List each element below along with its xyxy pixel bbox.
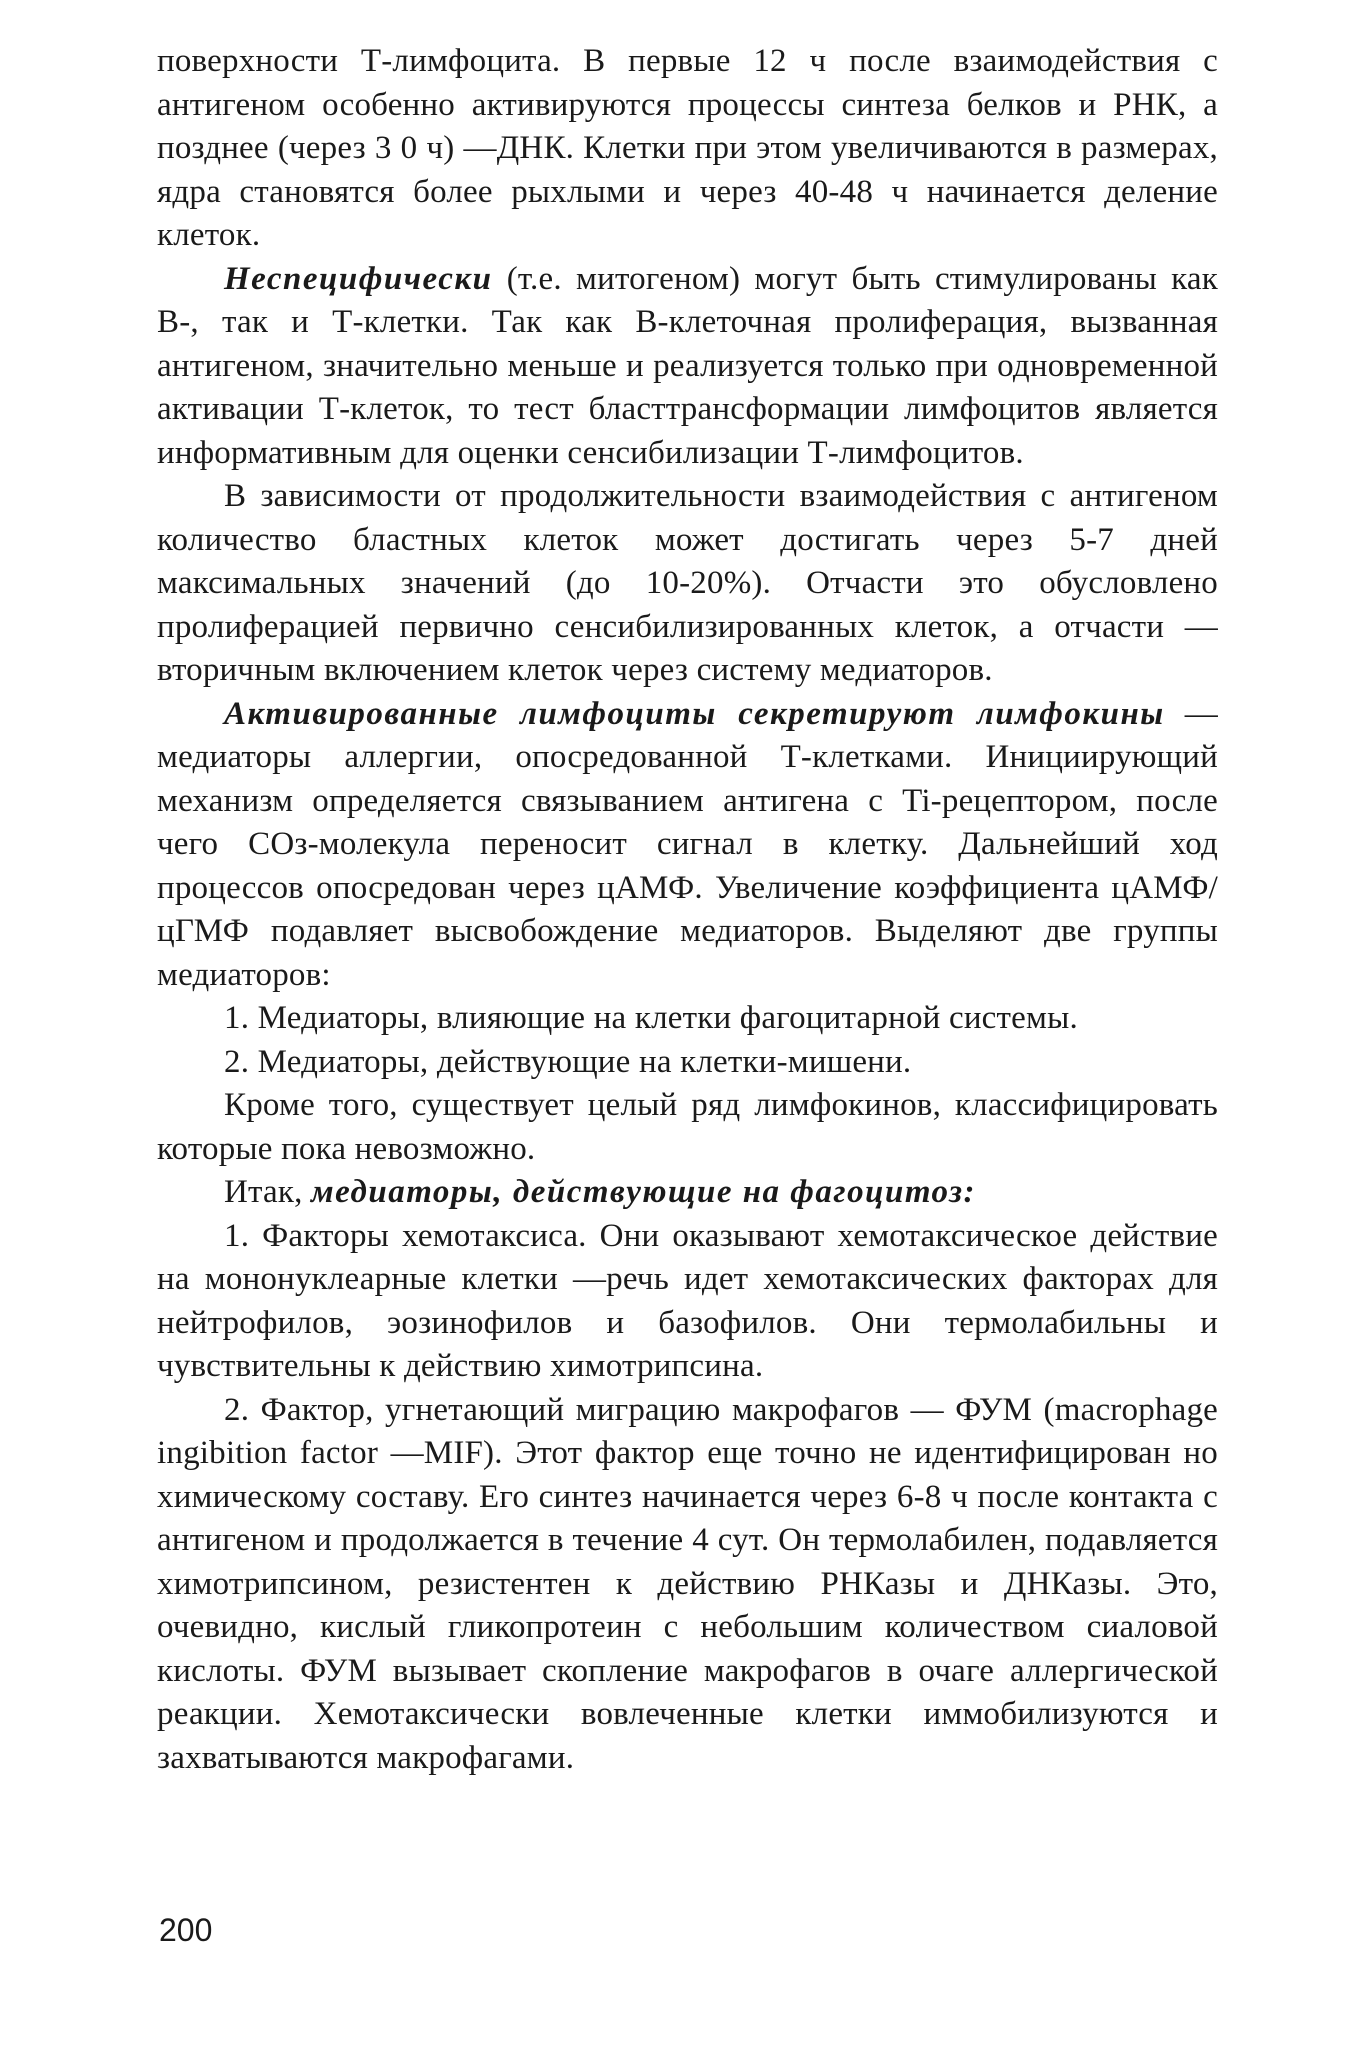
section-heading <box>157 1171 1218 1215</box>
paragraph-4 <box>157 693 1218 998</box>
paragraph-7 <box>157 1389 1218 1781</box>
list-item-1 <box>157 997 1218 1041</box>
paragraph-3 <box>157 475 1218 693</box>
paragraph-1-text: поверхности Т-лимфоцита. В первые 12 ч после взаимодействия с антигеном особенно активируются процессы синтеза белков и РНК, а позднее (через 3 0 ч) —ДНК. Клетки при этом увеличиваются в размерах, ядра становятся более рыхлыми и через 40-48 ч начинается деление клеток. <box>157 43 1218 253</box>
paragraph-3-text: В зависимости от продолжительности взаимодействия с антигеном количество бластных клеток может достигать через 5-7 дней максимальных значений (до 10-20%). Отчасти это обусловлено пролиферацией первично сенсибилизированных клеток, а отчасти —вторичным включением клеток через систему медиаторов. <box>157 478 1218 688</box>
page-number: 200 <box>159 1912 213 1948</box>
list-item-2 <box>157 1041 1218 1085</box>
paragraph-2-lead: Неспецифически <box>224 260 493 297</box>
page-body <box>157 40 1218 1780</box>
paragraph-5 <box>157 1084 1218 1171</box>
section-heading-prefix: Итак, <box>224 1174 312 1210</box>
paragraph-4-text: —медиаторы аллергии, опосредованной Т-клетками. Инициирующий механизм определяется связыванием антигена с Ti-рецептором, после чего СОз-молекула переносит сигнал в клетку. Дальнейший ход процессов опосредован через цАМФ. Увеличение коэффициента цАМФ/цГМФ подавляет высвобождение медиаторов. Выделяют две группы медиаторов: <box>157 695 1218 993</box>
paragraph-6 <box>157 1215 1218 1389</box>
paragraph-7-text: 2. Фактор, угнетающий миграцию макрофагов — ФУМ (macrophage ingibition factor —MIF). Этот фактор еще точно не идентифицирован но химическому составу. Его синтез начинается через 6-8 ч после контакта с антигеном и продолжается в течение 4 сут. Он термолабилен, подавляется химотрипсином, резистентен к действию РНКазы и ДНКазы. Это, очевидно, кислый гликопротеин с небольшим количеством сиаловой кислоты. ФУМ вызывает скопление макрофагов в очаге аллергической реакции. Хемотаксически вовлеченные клетки иммобилизуются и захватываются макрофагами. <box>157 1391 1218 1776</box>
list-item-2-text: 2. Медиаторы, действующие на клетки-мишени. <box>224 1043 912 1080</box>
list-item-1-text: 1. Медиаторы, влияющие на клетки фагоцитарной системы. <box>224 1000 1078 1036</box>
section-heading-lead: медиаторы, действующие на фагоцитоз: <box>311 1174 976 1210</box>
paragraph-5-text: Кроме того, существует целый ряд лимфокинов, классифицировать которые пока невозможно. <box>157 1087 1218 1167</box>
paragraph-1 <box>157 40 1218 258</box>
paragraph-2 <box>157 258 1218 476</box>
paragraph-4-lead: Активированные лимфоциты секретируют лимфокины <box>224 695 1165 732</box>
paragraph-6-text: 1. Факторы хемотаксиса. Они оказывают хемотаксическое действие на мононуклеарные клетки —речь идет хемотаксических факторах для нейтрофилов, эозинофилов и базофилов. Они термолабильны и чувствительны к действию химотрипсина. <box>157 1217 1218 1384</box>
paragraph-2-text: (т.е. митогеном) могут быть стимулированы как В-, так и Т-клетки. Так как В-клеточная пролиферация, вызванная антигеном, значительно меньше и реализуется только при одновременной активации Т-клеток, то тест бласттрансформации лимфоцитов является информативным для оценки сенсибилизации Т-лимфоцитов. <box>157 260 1218 471</box>
